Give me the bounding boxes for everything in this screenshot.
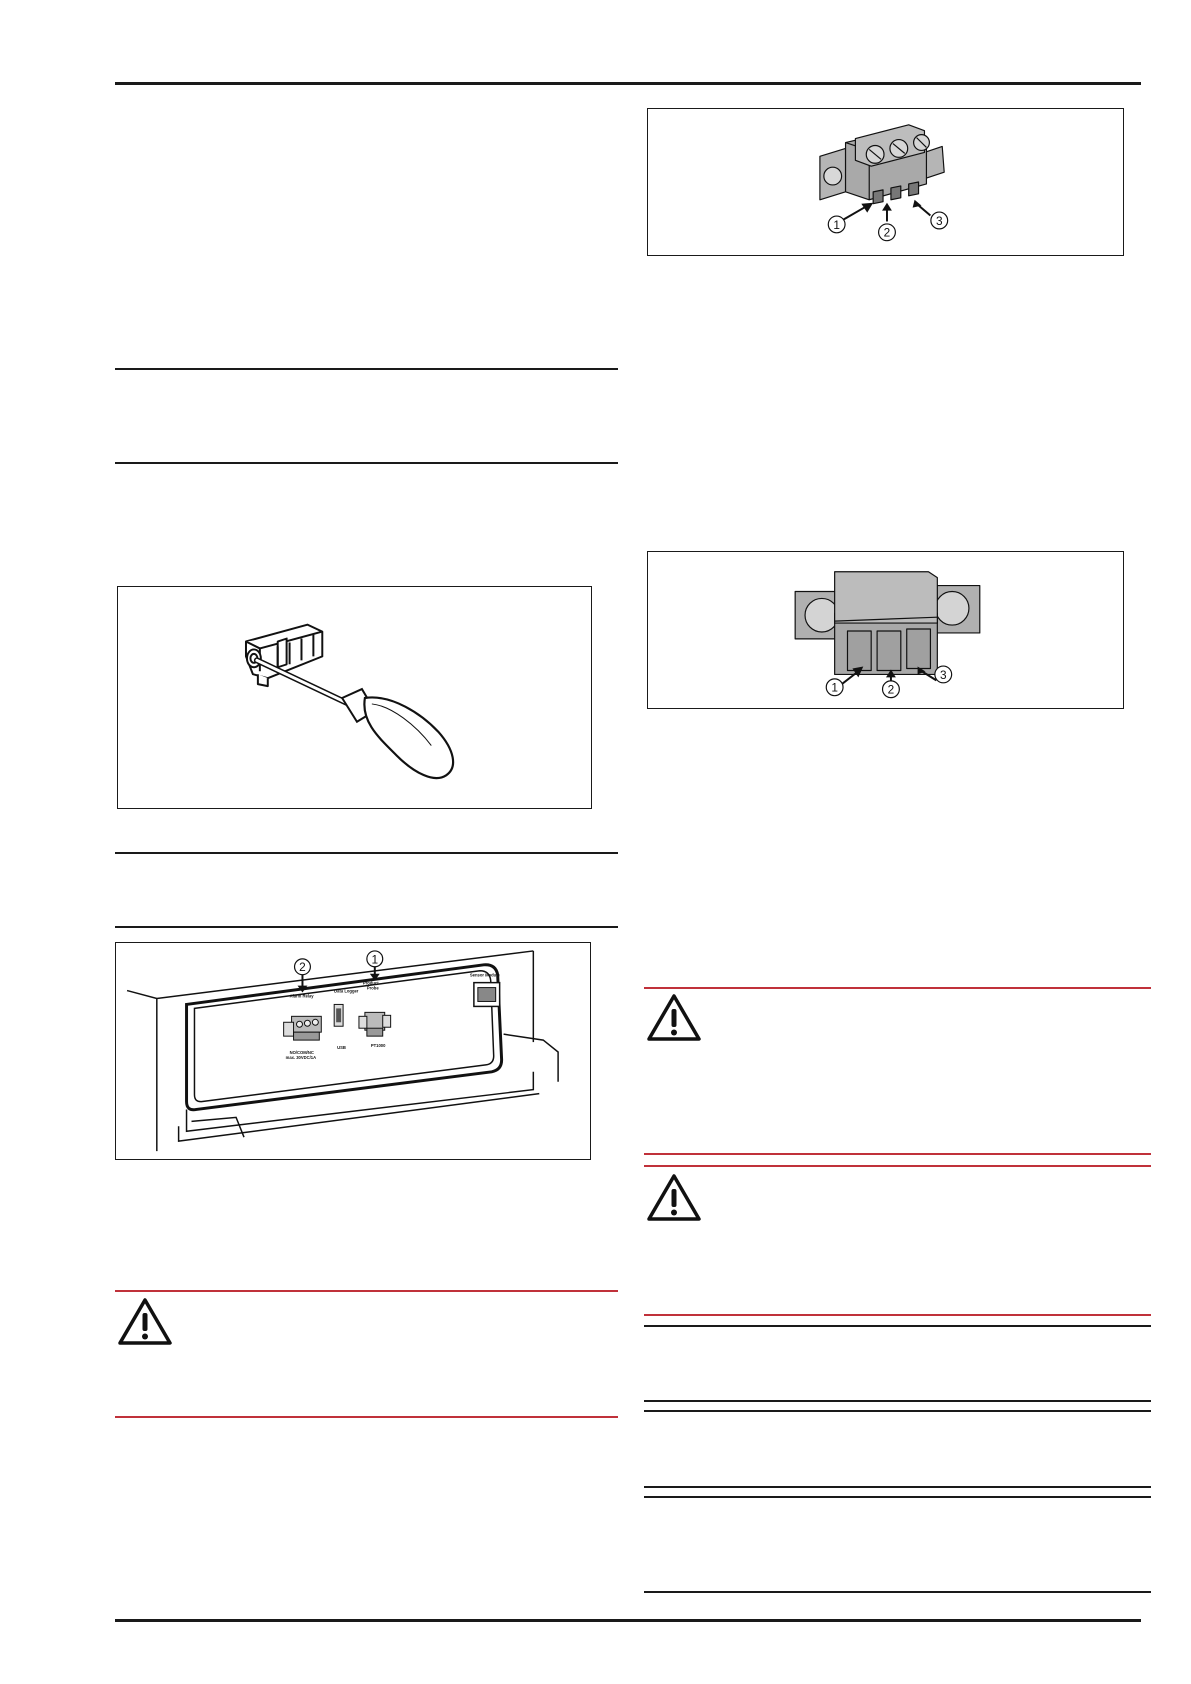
panel-label-data-logger: Data Logger: [334, 988, 359, 994]
warning-rule-bottom: [115, 1416, 618, 1418]
connector-3d-callout-2: 2: [883, 225, 891, 240]
warning-rule-top: [644, 987, 1151, 989]
connector-front-callout-2: 2: [887, 682, 895, 697]
panel-label-product-probe-2: Probe: [366, 985, 379, 991]
section-rule: [115, 852, 618, 854]
panel-label-relay-spec-1: NO/COM/NC: [289, 1049, 314, 1055]
connector-3d-callout-3: 3: [935, 213, 943, 228]
connector-front-callout-3: 3: [939, 667, 947, 682]
warning-triangle-icon: [645, 992, 703, 1044]
section-rule: [115, 926, 618, 928]
figure-connector-front: [647, 551, 1124, 709]
connector-3d-callout-1: 1: [833, 217, 840, 232]
figure-connection-panel: [115, 942, 591, 1160]
connector-3d-illustration: [648, 109, 1123, 255]
panel-label-product-probe: Product: [362, 980, 379, 986]
figure-screwdriver-terminal: [117, 586, 592, 809]
section-rule: [115, 368, 618, 370]
panel-label-alarm-relay: Alarm Relay: [289, 993, 314, 999]
note-rule-bottom: [644, 1400, 1151, 1402]
warning-rule-top: [115, 1290, 618, 1292]
section-rule: [115, 462, 618, 464]
connection-panel-illustration: [116, 943, 590, 1159]
note-rule-top: [644, 1496, 1151, 1498]
figure-connector-3d: [647, 108, 1124, 256]
warning-rule-bottom: [644, 1153, 1151, 1155]
note-rule-bottom: [644, 1486, 1151, 1488]
panel-callout-2: 2: [299, 960, 306, 975]
warning-triangle-icon: [116, 1296, 174, 1348]
warning-rule-top: [644, 1165, 1151, 1167]
note-rule-top: [644, 1325, 1151, 1327]
page-footer-rule: [115, 1619, 1141, 1622]
note-rule-top: [644, 1410, 1151, 1412]
connector-front-illustration: [648, 552, 1123, 708]
panel-label-relay-spec-2: max. 30VDC/1A: [285, 1054, 317, 1060]
page-header-rule: [115, 82, 1141, 85]
panel-label-sensor-module: Sensor Module: [469, 972, 500, 978]
warning-rule-bottom: [644, 1314, 1151, 1316]
panel-label-usb: USB: [337, 1045, 346, 1051]
panel-callout-1: 1: [371, 952, 379, 967]
note-rule-bottom: [644, 1591, 1151, 1593]
connector-front-callout-1: 1: [831, 680, 838, 695]
warning-triangle-icon: [645, 1172, 703, 1224]
panel-label-pt1000: PT1000: [370, 1043, 386, 1049]
screwdriver-terminal-illustration: [118, 587, 591, 808]
